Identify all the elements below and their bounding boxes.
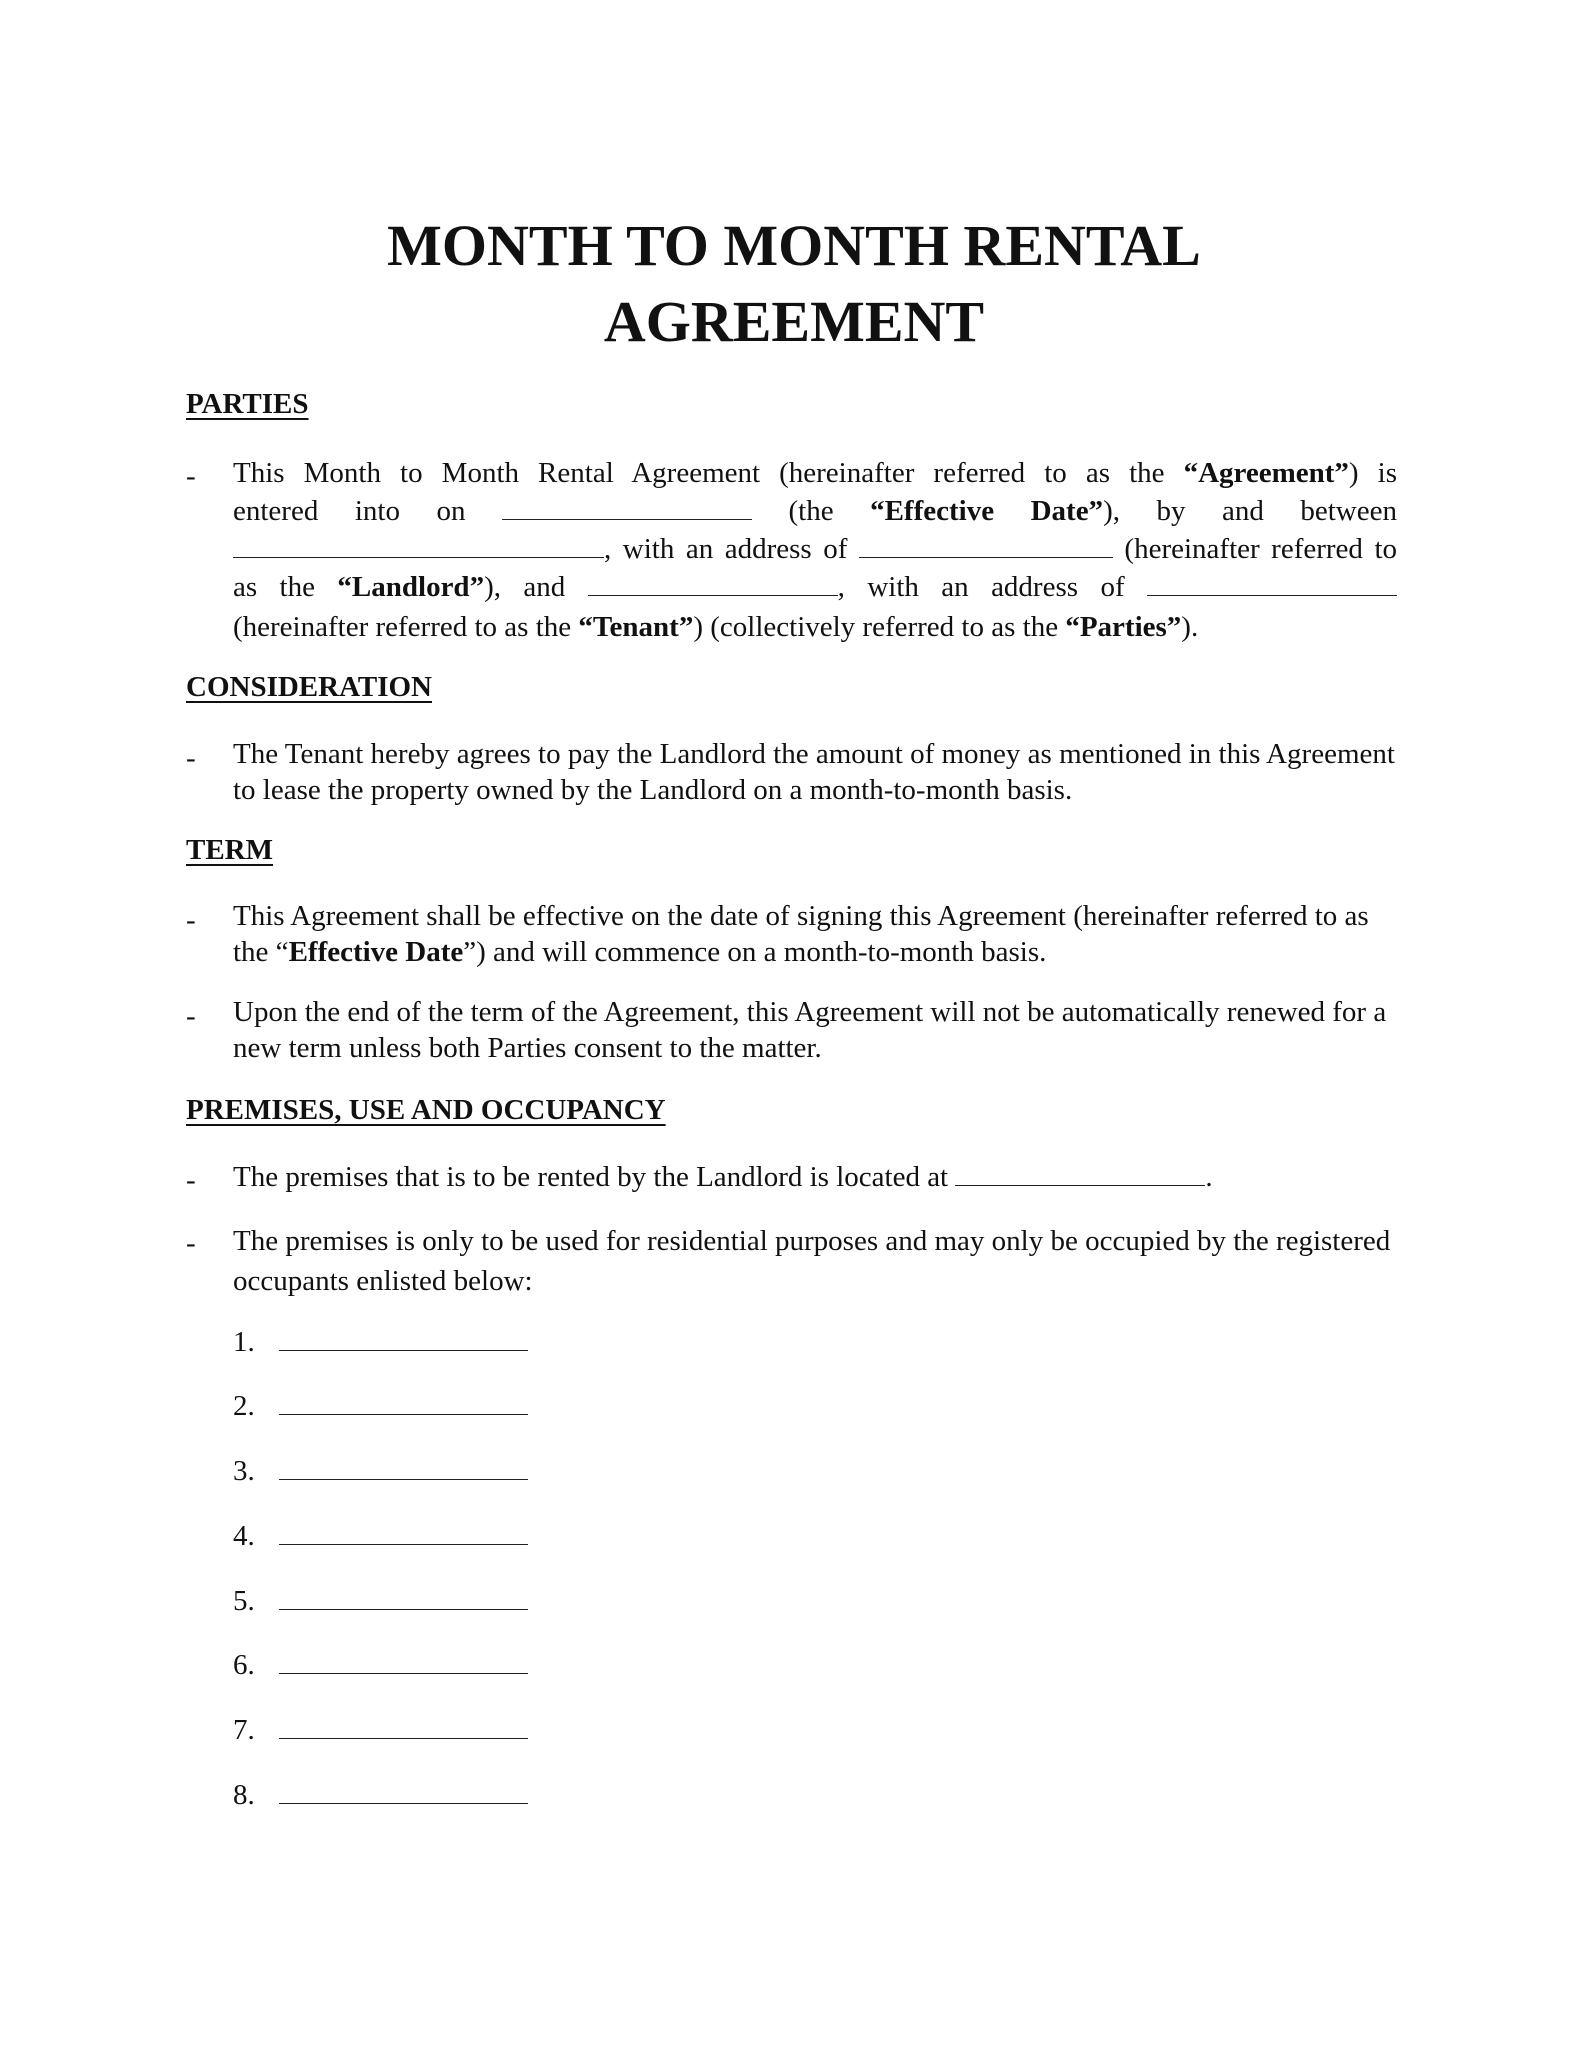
occupant-row-6: 6. <box>233 1645 528 1685</box>
occupant-2-blank[interactable] <box>279 1388 528 1415</box>
tenant-address-blank[interactable] <box>1147 573 1397 596</box>
parties-line-4: as the “Landlord”), and , with an address of <box>233 568 1397 606</box>
occupant-6-blank[interactable] <box>279 1647 528 1674</box>
consideration-text: The Tenant hereby agrees to pay the Landlord the amount of money as mentioned in this Agreement to lease the property owned by the Landlord on a month-to-month basis. <box>233 738 1395 806</box>
premises-bullet-1: The premises that is to be rented by the Landlord is located at . <box>233 1161 1213 1193</box>
bullet-dash: - <box>186 742 196 774</box>
tenant-name-blank[interactable] <box>588 573 838 596</box>
parties-heading: PARTIES <box>186 388 309 420</box>
parties-line-2: entered into on (the “Effective Date”), by and between <box>233 495 1397 527</box>
premises-heading: PREMISES, USE AND OCCUPANCY <box>186 1094 666 1126</box>
occupant-row-4: 4. <box>233 1516 528 1556</box>
document-title-line-2: AGREEMENT <box>603 289 985 354</box>
occupant-3-blank[interactable] <box>279 1453 528 1480</box>
occupant-8-blank[interactable] <box>279 1777 528 1804</box>
bullet-dash: - <box>186 1164 196 1196</box>
bullet-dash: - <box>186 1000 196 1032</box>
parties-line-3: , with an address of (hereinafter referred to <box>233 530 1397 568</box>
occupant-row-5: 5. <box>233 1581 528 1621</box>
occupant-row-2: 2. <box>233 1386 528 1426</box>
parties-line-1: This Month to Month Rental Agreement (hereinafter referred to as the “Agreement”) is <box>233 457 1397 489</box>
parties-line-5: (hereinafter referred to as the “Tenant”) (collectively referred to as the “Parties”). <box>233 611 1199 643</box>
occupant-7-blank[interactable] <box>279 1712 528 1739</box>
effective-date-blank[interactable] <box>502 497 752 520</box>
occupant-5-blank[interactable] <box>279 1583 528 1610</box>
landlord-name-blank[interactable] <box>233 535 604 558</box>
occupant-row-7: 7. <box>233 1710 528 1750</box>
occupant-row-1: 1. <box>233 1322 528 1362</box>
bullet-dash: - <box>186 460 196 492</box>
term-bullet-1: This Agreement shall be effective on the date of signing this Agreement (hereinafter referred to as the “Effective Date”) and will commence on a month-to-month basis. <box>233 900 1369 968</box>
premises-location-blank[interactable] <box>955 1163 1205 1186</box>
occupant-row-3: 3. <box>233 1451 528 1491</box>
term-bullet-2: Upon the end of the term of the Agreement, this Agreement will not be automatically renewed for a new term unless both Parties consent to the matter. <box>233 996 1387 1064</box>
occupant-1-blank[interactable] <box>279 1324 528 1351</box>
bullet-dash: - <box>186 904 196 936</box>
bullet-dash: - <box>186 1227 196 1259</box>
occupant-row-8: 8. <box>233 1775 528 1815</box>
premises-bullet-2: The premises is only to be used for residential purposes and may only be occupied by the registered occupants enlisted below: <box>233 1225 1391 1297</box>
consideration-heading: CONSIDERATION <box>186 671 433 703</box>
landlord-address-blank[interactable] <box>859 535 1113 558</box>
document-title-line-1: MONTH TO MONTH RENTAL <box>387 213 1201 278</box>
occupant-4-blank[interactable] <box>279 1518 528 1545</box>
term-heading: TERM <box>186 834 273 866</box>
